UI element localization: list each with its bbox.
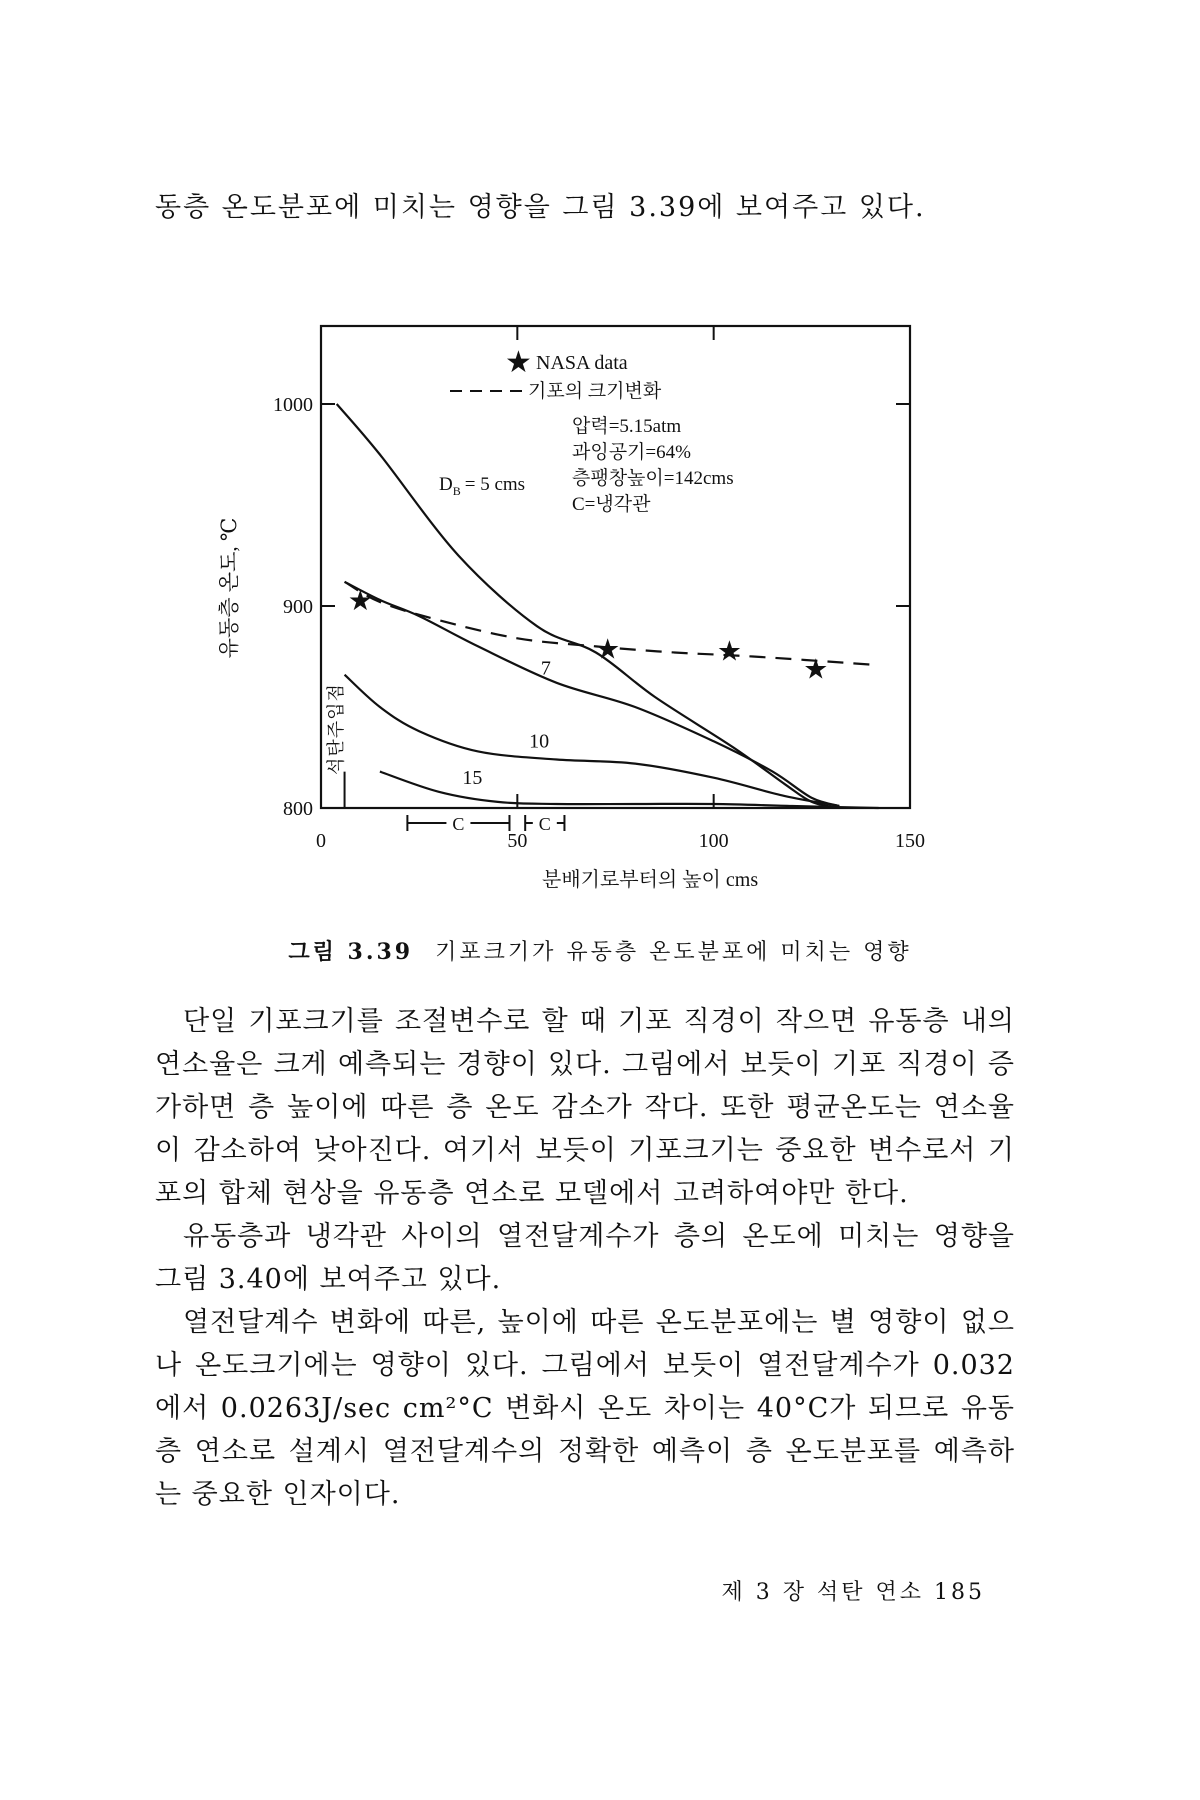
legend-nasa-star: ★ <box>505 346 532 379</box>
x-tick-label-0: 0 <box>316 830 326 852</box>
legend-dashed-label: 기포의 크기변화 <box>528 381 662 402</box>
x-tick-label-100: 100 <box>698 830 729 852</box>
figure-number: 그림 3.39 <box>288 939 414 965</box>
condition-excess-air: 과잉공기=64% <box>572 442 691 463</box>
series-label-7: 7 <box>540 657 551 680</box>
series-line-db-5 <box>337 404 840 808</box>
coal-inlet-label: 석탄주입점 <box>326 683 346 775</box>
x-tick-label-50: 50 <box>507 830 528 852</box>
series-label-15: 15 <box>462 766 483 789</box>
condition-pressure: 압력=5.15atm <box>572 416 682 437</box>
db-symbol: D <box>439 474 453 495</box>
paragraph-1: 단일 기포크기를 조절변수로 할 때 기포 직경이 작으면 유동층 내의 연소율은 크게 예측되는 경향이 있다. 그림에서 보듯이 기포 직경이 증가하면 층 높이에 따른 층 온도 감소가 작다. 또한 평균온도는 연소율이 감소하여 낮아진다. 여기서 보듯이 기포크기는 중요한 변수로서 기포의 합체 현상을 유동층 연소로 모델에서 고려하여야만 한다. <box>155 1006 1015 1209</box>
db-subscript: B <box>452 484 461 498</box>
series-label-10: 10 <box>529 730 550 753</box>
y-tick-label-800: 800 <box>283 798 313 820</box>
figure-caption-text: 기포크기가 유동층 온도분포에 미치는 영향 <box>435 940 912 965</box>
condition-bed-height: 층팽창높이=142cms <box>572 468 734 489</box>
page-footer: 제 3 장 석탄 연소 185 <box>721 1580 985 1605</box>
legend-nasa-label: NASA data <box>536 352 628 374</box>
cooling-tube-label-right: C <box>538 814 551 834</box>
bubble-diameter-label <box>439 474 525 498</box>
paragraph-3: 열전달계수 변화에 따른, 높이에 따른 온도분포에는 별 영향이 없으나 온도크기에는 영향이 있다. 그림에서 보듯이 열전달계수가 0.032에서 0.0263J/sec cm²°C 변화시 온도 차이는 40°C가 되므로 유동층 연소로 설계시 열전달계수의 정확한 예측이 층 온도분포를 예측하는 중요한 인자이다. <box>155 1307 1015 1510</box>
db-value: = 5 cms <box>464 474 526 495</box>
x-tick-label-150: 150 <box>895 830 925 852</box>
x-axis-label: 분배기로부터의 높이 cms <box>542 869 759 891</box>
nasa-data-point-3: ★ <box>716 636 742 668</box>
intro-line: 동층 온도분포에 미치는 영향을 그림 3.39에 보여주고 있다. <box>155 192 926 223</box>
body-text <box>155 1000 1015 1516</box>
series-line-db-15 <box>380 772 879 808</box>
cooling-tube-label-left: C <box>452 814 465 834</box>
y-axis-label: 유동층 온도, ℃ <box>217 517 241 659</box>
condition-cooling-tube: C=냉각관 <box>572 494 651 515</box>
paragraph-2: 유동층과 냉각관 사이의 열전달계수가 층의 온도에 미치는 영향을 그림 3.40에 보여주고 있다. <box>155 1221 1015 1295</box>
figure-caption <box>0 935 1200 966</box>
nasa-data-point-2: ★ <box>595 634 621 666</box>
nasa-data-point-1: ★ <box>347 585 373 617</box>
y-tick-label-900: 900 <box>283 596 313 618</box>
y-tick-label-1000: 1000 <box>273 394 313 416</box>
nasa-data-point-4: ★ <box>803 654 829 686</box>
